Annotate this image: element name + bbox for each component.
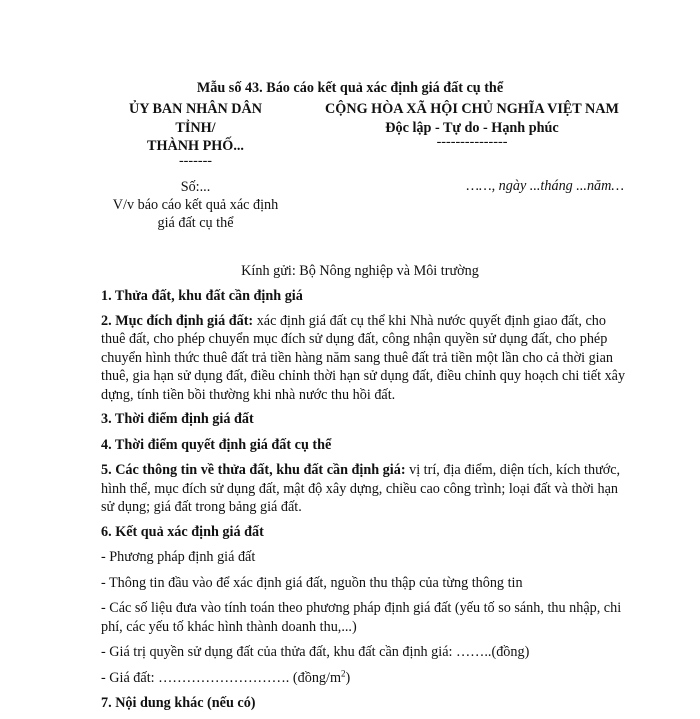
section-2 xyxy=(101,312,629,405)
document-number-block xyxy=(88,178,303,232)
section-2-heading: 2. Mục đích định giá đất: xyxy=(101,312,254,329)
list-item: - Các số liệu đưa vào tính toán theo phương pháp định giá đất (yếu tố so sánh, thu nhập, chi phí, các yếu tố khác hình thành doanh thu,...) xyxy=(101,600,622,635)
list-item: - Phương pháp định giá đất xyxy=(101,549,256,565)
section-4-heading: 4. Thời điểm quyết định giá đất cụ thể xyxy=(101,436,332,453)
square-meter-superscript: 2 xyxy=(340,667,346,678)
section-2-text: xác định giá đất cụ thể khi Nhà nước quyết định giao đất, cho thuê đất, cho phép chuyển mục đích sử dụng đất, công nhận quyền sử dụng đất, cho phép chuyển hình thức thuê đất trả tiền hàng năm sang thuê đất trả tiền một lần cho cả thời gian thuê, gia hạn sử dụng đất, điều chỉnh thời hạn sử dụng đất, điều chỉnh quy hoạch chi tiết xây dựng, tính tiền bồi thường khi nhà nước thu hồi đất. xyxy=(101,312,626,403)
section-5 xyxy=(101,461,629,517)
section-3-heading: 3. Thời điểm định giá đất xyxy=(101,411,254,427)
motto-divider: --------------- xyxy=(436,134,508,150)
list-item: - Thông tin đầu vào để xác định giá đất, nguồn thu thập của từng thông tin xyxy=(101,574,523,591)
document-title: Mẫu số 43. Báo cáo kết quả xác định giá đất cụ thể xyxy=(196,80,504,96)
document-number: Số:... xyxy=(180,179,211,195)
recipient-line: Kính gửi: Bộ Nông nghiệp và Môi trường xyxy=(241,263,479,279)
section-5-text: vị trí, địa điểm, diện tích, kích thước, hình thể, mục đích sử dụng đất, mật độ xây dựng, chiều cao công trình; loại đất và thời hạn sử dụng; giá đất trong bảng giá đất. xyxy=(101,462,621,515)
date-line: ……, ngày ...tháng ...năm… xyxy=(466,178,624,194)
national-motto-header xyxy=(300,100,644,149)
subject-line-2: giá đất cụ thể xyxy=(157,215,234,231)
section-1-heading: 1. Thửa đất, khu đất cần định giá xyxy=(101,288,303,304)
section-6-heading: 6. Kết quả xác định giá đất xyxy=(101,523,264,540)
section-5-heading: 5. Các thông tin về thửa đất, khu đất cần định giá: xyxy=(101,462,406,478)
motto: Độc lập - Tự do - Hạnh phúc xyxy=(385,119,559,136)
country-name: CỘNG HÒA XÃ HỘI CHỦ NGHĨA VIỆT NAM xyxy=(325,101,619,117)
report-body xyxy=(101,287,629,719)
section-7-heading: 7. Nội dung khác (nếu có) xyxy=(101,695,256,711)
issuing-authority-header xyxy=(88,100,303,168)
list-item: - Giá trị quyền sử dụng đất của thửa đất, khu đất cần định giá: ……..(đồng) xyxy=(101,644,530,660)
subject-line-1: V/v báo cáo kết quả xác định xyxy=(112,197,279,213)
authority-line-1: ỦY BAN NHÂN DÂN xyxy=(128,101,263,117)
authority-line-3: THÀNH PHỐ... xyxy=(147,138,244,154)
land-price-close: ) xyxy=(345,669,351,686)
land-price-line xyxy=(101,669,629,688)
land-price-text: - Giá đất: ………………………. (đồng/m xyxy=(101,669,341,686)
authority-line-2: TỈNH/ xyxy=(175,119,216,136)
authority-divider: ------- xyxy=(178,152,213,169)
